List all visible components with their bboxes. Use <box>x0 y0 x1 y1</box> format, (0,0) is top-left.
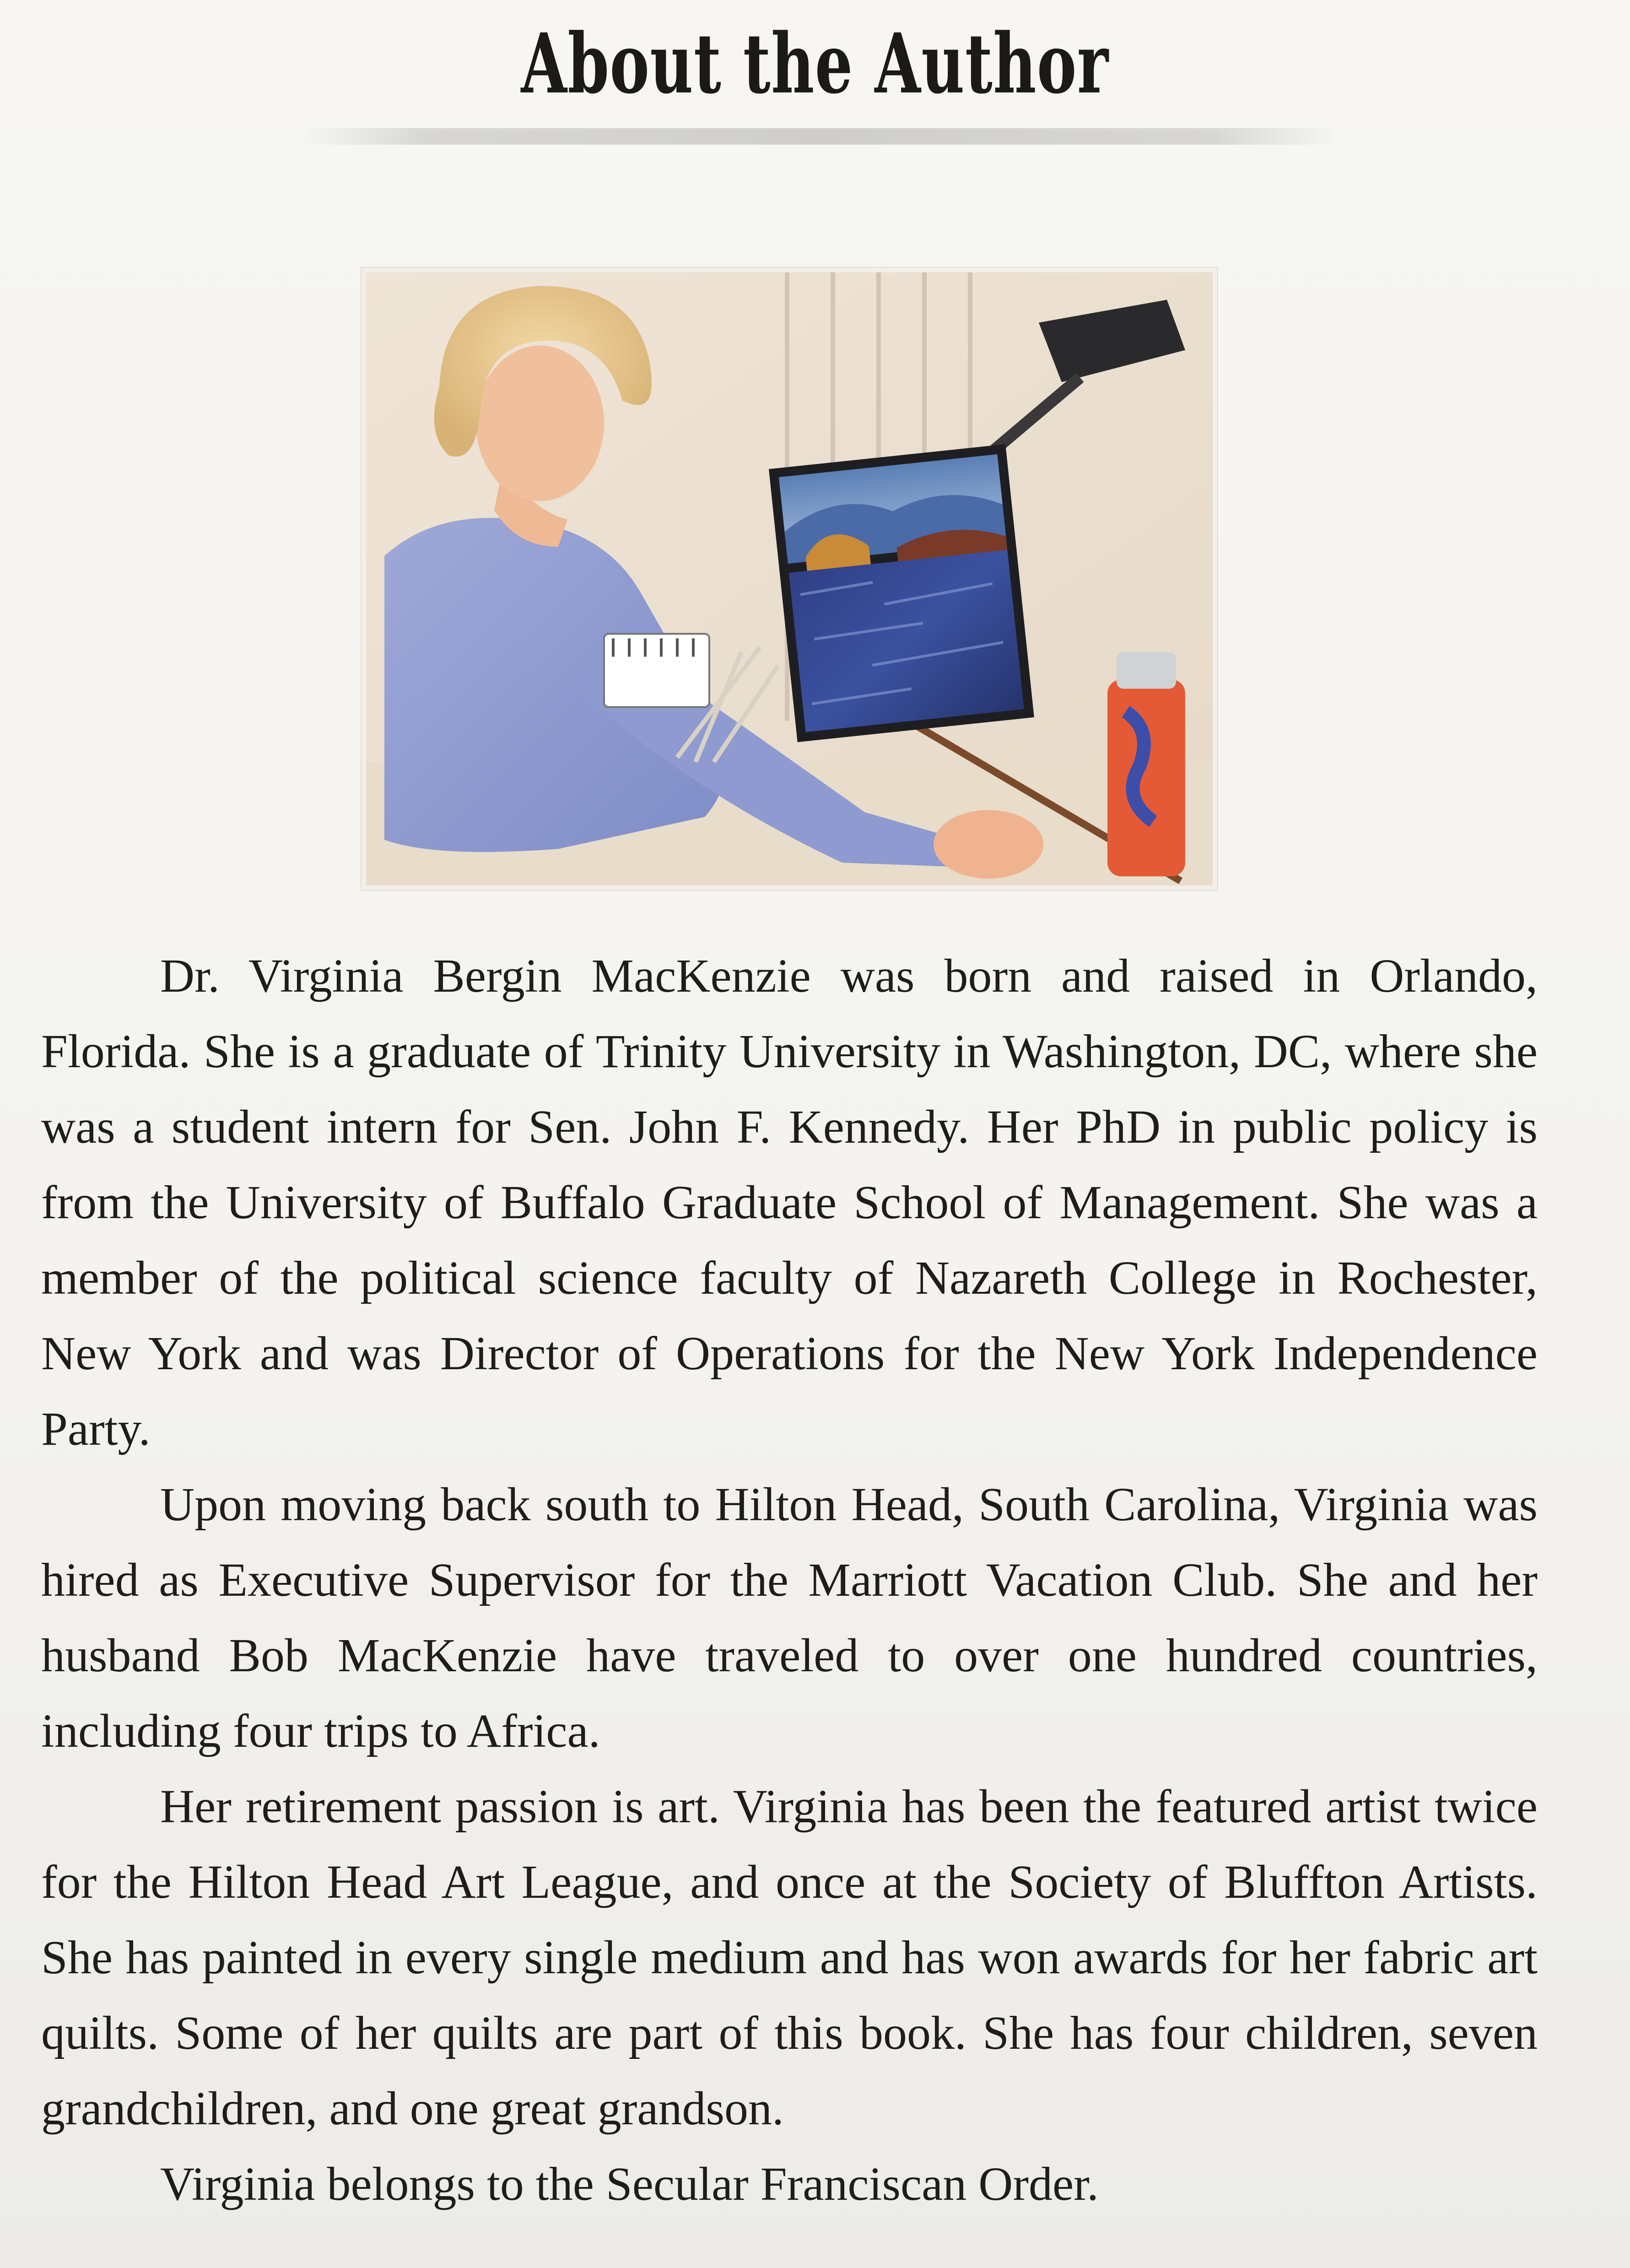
bio-paragraph-2: Upon moving back south to Hilton Head, South Carolina, Virginia was hired as Executive Supervisor for the Marriott Vacation Club. She and her husband Bob MacKenzie have traveled to over one hundred countries, including four trips to Africa. <box>41 1478 1538 1757</box>
bio-paragraph-4: Virginia belongs to the Secular Franciscan Order. <box>160 2158 1099 2210</box>
bio-paragraph-3: Her retirement passion is art. Virginia has been the featured artist twice for the Hilton Head Art League, and once at the Society of Bluffton Artists. She has painted in every single medium and has won awards for her fabric art quilts. Some of her quilts are part of this book. She has four children, seven grandchildren, and one great grandson. <box>41 1780 1538 2135</box>
author-photo <box>366 272 1213 886</box>
title-divider <box>302 128 1336 145</box>
author-biography <box>41 938 1538 2222</box>
page-title: About the Author <box>521 16 1109 112</box>
bio-paragraph-1: Dr. Virginia Bergin MacKenzie was born and raised in Orlando, Florida. She is a graduate of Trinity University in Washington, DC, where she was a student intern for Sen. John F. Kennedy. Her PhD in public policy is from the University of Buffalo Graduate School of Management. She was a member of the political science faculty of Nazareth College in Rochester, New York and was Director of Operations for the New York Independence Party. <box>41 950 1538 1455</box>
author-photo-frame <box>362 268 1217 890</box>
